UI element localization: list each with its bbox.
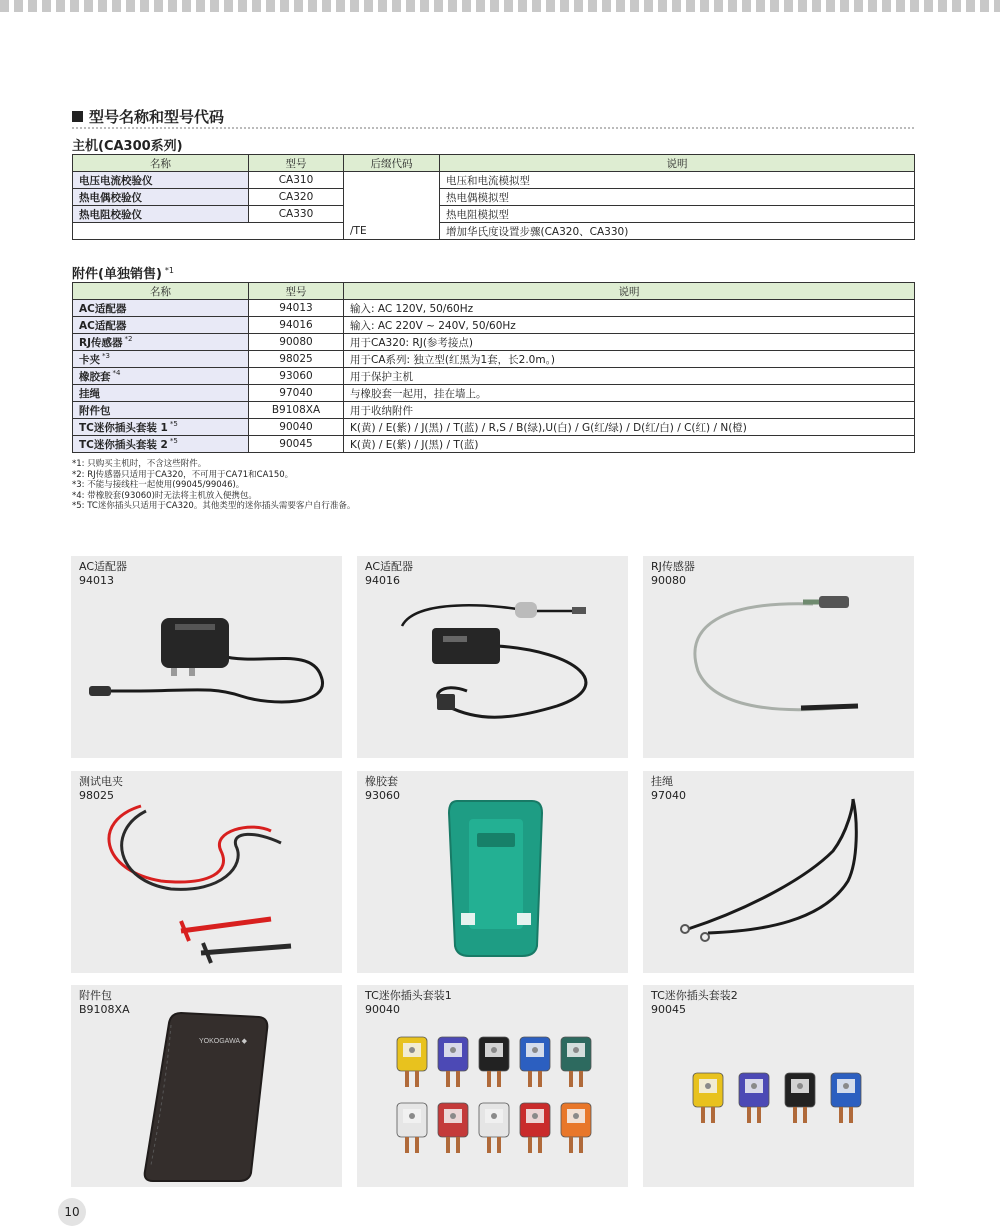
photo-card-test-leads-98025: 测试电夹 98025 [71,771,342,973]
table-row: /TE 增加华氏度设置步骤(CA320、CA330) [73,223,915,240]
tc-plug-icon [831,1073,861,1123]
section-title: 型号名称和型号代码 [72,106,224,127]
table-row: 附件包 B9108XA 用于收纳附件 [73,402,915,419]
tc-plug-icon [520,1037,550,1087]
tc-plug-icon [693,1073,723,1123]
photo-card-rubber-holster-93060: 橡胶套 93060 [357,771,628,973]
tc-plug-icon [397,1103,427,1153]
table-row: 橡胶套 $^{*4}$ 93060 用于保护主机 [73,368,915,385]
accessories-title: 附件(单独销售) $^{*1}$ [72,265,174,282]
tc-plug-icon [520,1103,550,1153]
footnotes: *1: 只购买主机时，不含这些附件。 *2: RJ传感器只适用于CA320，不可用于CA71和CA150。 *3: 不能与接线柱一起使用(99045/99046)。 *4: 带橡胶套(93060)时无法将主机放入便携包。 *5: TC迷你插头只适用于CA320。其他类型的迷你插头需要客户自行准备。 [72,459,356,511]
photo-card-carrying-case-b9108xa: YOKOGAWA ◆ 附件包 B9108XA [71,985,342,1187]
table-row: TC迷你插头套装 2 $^{*5}$ 90045 K(黄) / E(紫) / J(黑) / T(蓝) [73,436,915,453]
table-row: AC适配器 94016 输入: AC 220V ~ 240V, 50/60Hz [73,317,915,334]
suffix-code: /TE [344,223,440,240]
square-bullet-icon [72,111,83,122]
tc-plug-icon [438,1037,468,1087]
table-row: RJ传感器 $^{*2}$ 90080 用于CA320: RJ(参考接点) [73,334,915,351]
photo-card-ac-adapter-94016: AC适配器 94016 [357,556,628,758]
page-number: 10 [58,1198,86,1226]
tc-plug-icon [785,1073,815,1123]
table-row: 热电偶校验仪 CA320 热电偶模拟型 [73,189,915,206]
brand-logo: YOKOGAWA ◆ [199,1038,248,1045]
main-unit-title: 主机(CA300系列) [72,139,183,154]
main-unit-table [72,154,915,240]
tc-plug-icon [438,1103,468,1153]
accessories-table [72,282,915,453]
photo-card-strap-97040: 挂绳 97040 [643,771,914,973]
top-dash-bar [0,0,1000,12]
table-row: TC迷你插头套装 1 $^{*5}$ 90040 K(黄) / E(紫) / J(黑) / T(蓝) / R,S / B(绿),U(白) / G(红/绿) / D(红/白) / C(红) / N(橙) [73,419,915,436]
tc-plug-icon [479,1103,509,1153]
table-row: 卡夹 $^{*3}$ 98025 用于CA系列: 独立型(红黑为1套，长2.0m。) [73,351,915,368]
table-row: 挂绳 97040 与橡胶套一起用，挂在墙上。 [73,385,915,402]
tc-plug-icon [479,1037,509,1087]
tc-plug-icon [561,1103,591,1153]
table-row: 热电阻校验仪 CA330 热电阻模拟型 [73,206,915,223]
photo-card-tc-mini-plug-set-2: TC迷你插头套装2 90045 [643,985,914,1187]
table-header-row: 名称 型号 说明 [73,283,915,300]
table-header-row: 名称 型号 后缀代码 说明 [73,155,915,172]
photo-card-tc-mini-plug-set-1: TC迷你插头套装1 90040 [357,985,628,1187]
tc-plug-icon [397,1037,427,1087]
dotted-divider [72,127,914,129]
tc-plug-icon [561,1037,591,1087]
table-row: AC适配器 94013 输入: AC 120V, 50/60Hz [73,300,915,317]
tc-plug-icon [739,1073,769,1123]
photo-card-ac-adapter-94013: AC适配器 94013 [71,556,342,758]
table-row: 电压电流校验仪 CA310 电压和电流模拟型 [73,172,915,189]
photo-card-rj-sensor-90080: RJ传感器 90080 [643,556,914,758]
